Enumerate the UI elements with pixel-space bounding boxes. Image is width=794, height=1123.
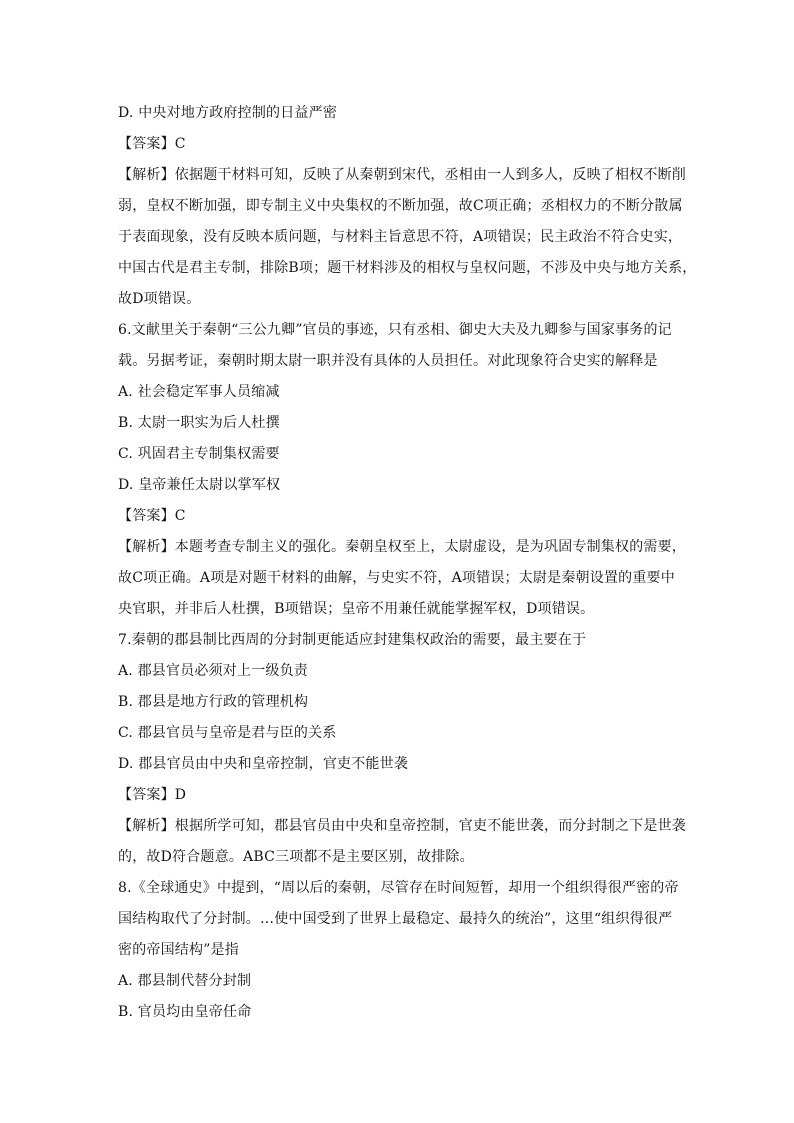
option-c-q7: C. 郡县官员与皇帝是君与臣的关系 — [118, 725, 337, 741]
analysis-q6-line3: 央官职，并非后人杜撰，B项错误；皇帝不用兼任就能掌握军权，D项错误。 — [118, 601, 595, 617]
question-8-line2: 国结构取代了分封制。…使中国受到了世界上最稳定、最持久的统治”，这里“组织得很严 — [118, 911, 673, 927]
analysis-q5-line5: 故D项错误。 — [118, 291, 201, 307]
option-c-q6: C. 巩固君主专制集权需要 — [118, 446, 280, 462]
option-b-q7: B. 郡县是地方行政的管理机构 — [118, 694, 309, 710]
analysis-q7-line1: 【解析】根据所学可知，郡县官员由中央和皇帝控制，官吏不能世袭，而分封制之下是世袭 — [118, 818, 686, 834]
analysis-q6-line2: 故C项正确。A项是对题干材料的曲解，与史实不符，A项错误；太尉是秦朝设置的重要中 — [118, 570, 675, 586]
option-d-q5: D. 中央对地方政府控制的日益严密 — [118, 105, 338, 121]
analysis-q5-line3: 于表面现象，没有反映本质问题，与材料主旨意思不符，A项错误；民主政治不符合史实， — [118, 229, 683, 245]
analysis-q5-line2: 弱，皇权不断加强，即专制主义中央集权的不断加强，故C项正确；丞相权力的不断分散属 — [118, 198, 683, 214]
option-a-q8: A. 郡县制代替分封制 — [118, 973, 252, 989]
question-8-line1: 8.《全球通史》中提到，“周以后的秦朝，尽管存在时间短暂，却用一个组织得很严密的帝 — [118, 880, 679, 896]
document-page — [118, 98, 697, 1028]
question-7: 7.秦朝的郡县制比西周的分封制更能适应封建集权政治的需要，最主要在于 — [118, 632, 587, 648]
analysis-q5-line4: 中国古代是君主专制，排除B项；题干材料涉及的相权与皇权问题，不涉及中央与地方关系， — [118, 260, 697, 276]
option-b-q8: B. 官员均由皇帝任命 — [118, 1004, 252, 1020]
option-a-q6: A. 社会稳定军事人员缩减 — [118, 384, 280, 400]
question-6-line2: 载。另据考证，秦朝时期太尉一职并没有具体的人员担任。对此现象符合史实的解释是 — [118, 353, 658, 369]
question-8-line3: 密的帝国结构”是指 — [118, 942, 239, 958]
option-a-q7: A. 郡县官员必须对上一级负责 — [118, 663, 309, 679]
option-d-q7: D. 郡县官员由中央和皇帝控制，官吏不能世袭 — [118, 756, 409, 772]
analysis-q7-line2: 的，故D符合题意。ABC三项都不是主要区别，故排除。 — [118, 849, 474, 865]
option-b-q6: B. 太尉一职实为后人杜撰 — [118, 415, 280, 431]
answer-q7: 【答案】D — [118, 787, 187, 803]
analysis-q5-line1: 【解析】依据题干材料可知，反映了从秦朝到宋代，丞相由一人到多人，反映了相权不断削 — [118, 167, 686, 183]
answer-q6: 【答案】C — [118, 508, 186, 524]
question-6-line1: 6.文献里关于秦朝“三公九卿”官员的事迹，只有丞相、御史大夫及九卿参与国家事务的记 — [118, 322, 672, 338]
option-d-q6: D. 皇帝兼任太尉以掌军权 — [118, 477, 281, 493]
analysis-q6-line1: 【解析】本题考查专制主义的强化。秦朝皇权至上，太尉虚设，是为巩固专制集权的需要， — [118, 539, 686, 555]
answer-q5: 【答案】C — [118, 136, 186, 152]
